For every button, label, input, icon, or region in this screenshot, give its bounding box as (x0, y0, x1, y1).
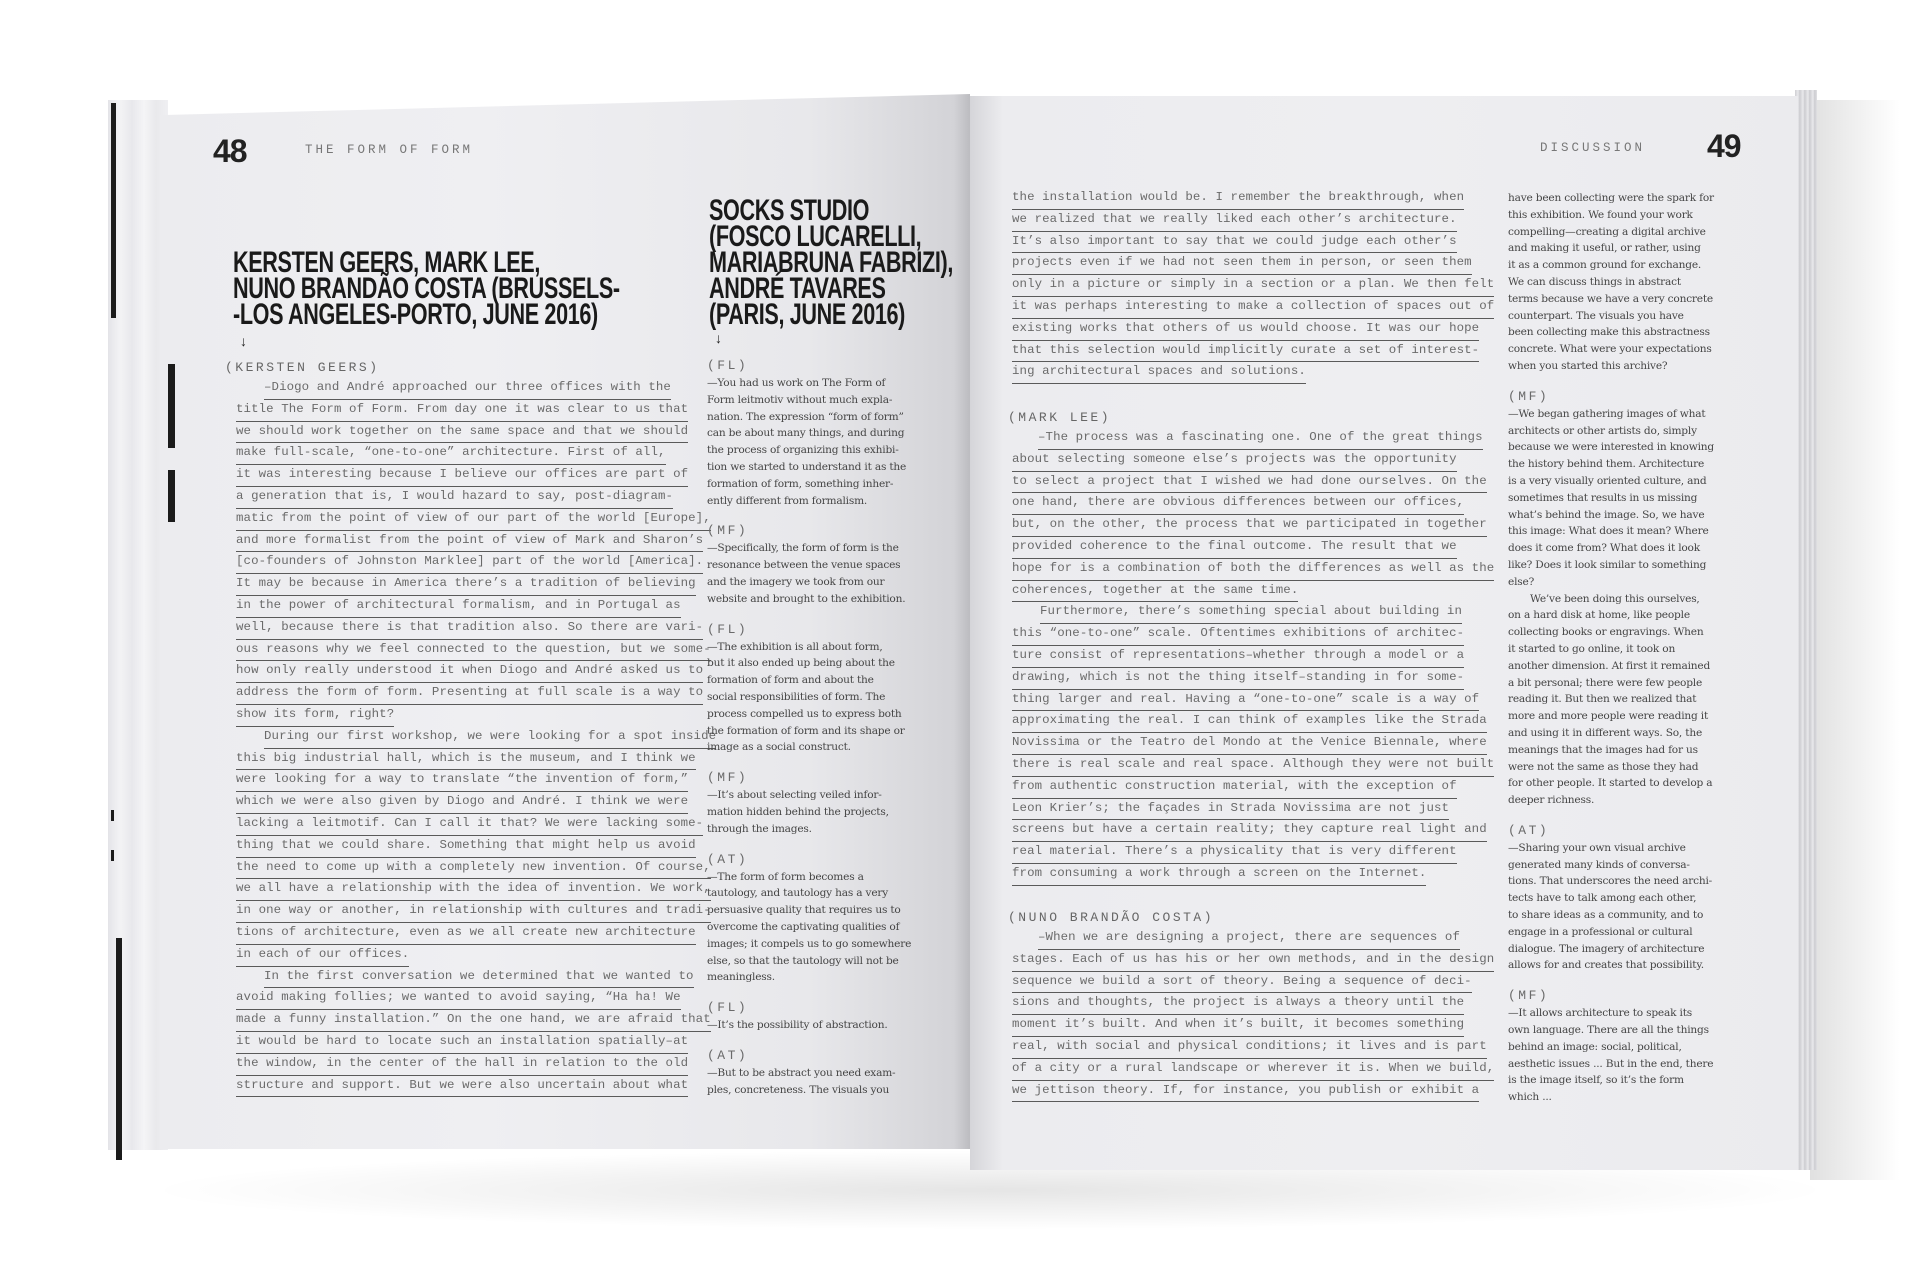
running-head-left: THE FORM OF FORM (305, 143, 474, 157)
running-head-right: DISCUSSION (1540, 141, 1646, 155)
text-line: how only really understood it when Diogo and André asked us to (236, 661, 703, 683)
left-main-column (236, 378, 716, 1097)
speaker-label: (NUNO BRANDÃO COSTA) (1008, 910, 1215, 925)
text-line: it would be hard to locate such an installation spatially–at (236, 1032, 688, 1054)
text-line: we jettison theory. If, for instance, you publish or exhibit a (1012, 1081, 1479, 1103)
speaker-label: (MARK LEE) (1008, 410, 1112, 425)
speaker-label: (MF) (1508, 388, 1550, 404)
exchange: (FL) —You had us work on The Form of Form leitmotiv without much expla- nation. The expression “form of form” can be about many things, and during the process of organizing this exhibi- tion we started to understand it as the formation of form, something inher- ently different from formalism. (707, 358, 937, 509)
edge-tab-mark (111, 103, 116, 318)
edge-tab-mark (116, 938, 122, 1160)
speaker-label: (KERSTEN GEERS) (225, 360, 380, 375)
text-line: ing architectural spaces and solutions. (1012, 362, 1306, 384)
arrow-down-icon: ↓ (715, 330, 722, 346)
text-line: avoid making follies; we wanted to avoid saying, “Ha ha! We (236, 988, 681, 1010)
page-number-left: 48 (213, 133, 247, 169)
text-line: address the form of form. Presenting at full scale is a way to (236, 683, 703, 705)
text-line: drawing, which is not the thing itself–standing in for some- (1012, 668, 1464, 690)
text-line: –The process was a fascinating one. One of the great things (1038, 428, 1483, 450)
text-line: real, with social and physical conditions; it lives and is part (1012, 1037, 1487, 1059)
text-line: a generation that is, I would hazard to say, post-diagram- (236, 487, 673, 509)
text-line: and more formalist from the point of view of Mark and Sharon’s (236, 531, 703, 553)
text-line: title The Form of Form. From day one it was clear to us that (236, 400, 688, 422)
edge-tick-mark (111, 810, 114, 821)
text-line: this “one-to-one” scale. Oftentimes exhibitions of architec- (1012, 624, 1464, 646)
exchange: (MF) —Specifically, the form of form is the resonance between the venue spaces and the imagery we took from our website and brought to the exhibition. (707, 523, 937, 607)
text-line: this big industrial hall, which is the museum, and I think we (236, 749, 696, 771)
text-line: in one way or another, in relationship with cultures and tradi- (236, 901, 711, 923)
nuno-text (1012, 928, 1494, 1102)
text-line: of a city or a rural landscape or wherever it is. When we build, (1012, 1059, 1494, 1081)
text-line: moment it’s built. And when it’s built, it becomes something (1012, 1015, 1464, 1037)
text-line: hope for is a combination of both the differences as well as the (1012, 559, 1494, 581)
text-line: thing larger and real. Having a “one-to-one” scale is a way of (1012, 690, 1479, 712)
left-side-column (707, 358, 937, 1113)
right-side-column (1508, 190, 1738, 1120)
text-line: the installation would be. I remember the breakthrough, when (1012, 188, 1464, 210)
text-line: It’s also important to say that we could judge each other’s (1012, 232, 1457, 254)
exchange: (AT) —But to be abstract you need exam- ples, concreteness. The visuals you (707, 1048, 937, 1099)
text-line: sequence we build a sort of theory. Being a sequence of deci- (1012, 972, 1472, 994)
exchange: (MF) —It allows architecture to speak its own language. There are all the things behind an image: social, political, aesthetic issues ... But in the end, there is the image itself, so it’s the form which ... (1508, 988, 1738, 1106)
text-line: we should work together on the same space and that we should (236, 422, 688, 444)
exchange: (AT) —The form of form becomes a tautology, and tautology has a very persuasive quality that requires us to overcome the captivating qualities of images; it compels us to go somewhere else, so that the tautology will not be meaningless. (707, 852, 937, 987)
text-line: ture consist of representations–whether through a model or a (1012, 646, 1464, 668)
speaker-label: (AT) (707, 1047, 749, 1063)
text-line: matic from the point of view of our part of the world [Europe], (236, 509, 711, 531)
text-line: structure and support. But we were also uncertain about what (236, 1076, 688, 1098)
text-line: existing works that others of us would choose. It was our hope (1012, 319, 1479, 341)
edge-tab-mark (168, 364, 175, 448)
text-line: in each of our offices. (236, 945, 409, 967)
text-line: provided coherence to the final outcome. The result that we (1012, 537, 1457, 559)
text-line: lacking a leitmotif. Can I call it that? We were lacking some- (236, 814, 703, 836)
article-heading: KERSTEN GEERS, MARK LEE, NUNO BRANDÃO COSTA (BRUSSELS- -LOS ANGELES-PORTO, JUNE 2016) (233, 246, 620, 331)
text-line: which we were also given by Diogo and André. I think we were (236, 792, 688, 814)
text-line: [co-founders of Johnston Marklee] part of the world [America]. (236, 552, 703, 574)
text-line: real material. There’s a physicality that is very different (1012, 842, 1457, 864)
exchange: (FL) —The exhibition is all about form, but it also ended up being about the formation of form and about the social responsibilities of form. The process compelled us to express both the formation of form and its shape or image as a social construct. (707, 622, 937, 757)
text-line: coherences, together at the same time. (1012, 581, 1298, 603)
text-line: Leon Krier’s; the façades in Strada Novissima are not just (1012, 799, 1449, 821)
speaker-label: (AT) (1508, 822, 1550, 838)
text-line: it was perhaps interesting to make a collection of spaces out of (1012, 297, 1494, 319)
text-line: about selecting someone else’s projects was the opportunity (1012, 450, 1457, 472)
book-shadow-right (1810, 100, 1900, 1180)
text-line: in the power of architectural formalism, and in Portugal as (236, 596, 681, 618)
speaker-label: (MF) (707, 770, 749, 786)
exchange: (MF) —It’s about selecting veiled infor- mation hidden behind the projects, through the images. (707, 770, 937, 837)
text-line: Novissima or the Teatro del Mondo at the Venice Biennale, where (1012, 733, 1487, 755)
text-line: the window, in the center of the hall in relation to the old (236, 1054, 688, 1076)
exchange: (FL) —It’s the possibility of abstraction. (707, 1000, 937, 1034)
text-line: but, on the other, the process that we participated in together (1012, 515, 1487, 537)
speaker-label: (FL) (707, 358, 749, 373)
text-line: that this selection would implicitly curate a set of interest- (1012, 341, 1479, 363)
text-line: only in a picture or simply in a section or a plan. We then felt (1012, 275, 1494, 297)
text-line: made a funny installation.” On the one hand, we are afraid that (236, 1010, 711, 1032)
text-line: sions and thoughts, the project is always a theory until the (1012, 993, 1464, 1015)
text-line: stages. Each of us has his or her own methods, and in the design (1012, 950, 1494, 972)
text-line: well, because there is that tradition also. So there are vari- (236, 618, 703, 640)
edge-tab-mark (168, 470, 175, 522)
text-line: During our first workshop, we were looking for a spot inside (264, 727, 716, 749)
speaker-label: (AT) (707, 851, 749, 867)
mark-lee-text (1012, 428, 1494, 886)
text-line: from consuming a work through a screen on the Internet. (1012, 864, 1426, 886)
text-line: projects even if we had not seen them in person, or seen them (1012, 253, 1472, 275)
text-line: to select a project that I wished we had done ourselves. On the (1012, 472, 1487, 494)
text-line: ous reasons why we feel connected to the question, but we some- (236, 640, 711, 662)
speaker-label: (MF) (707, 523, 749, 539)
text-line: it was interesting because I believe our offices are part of (236, 465, 688, 487)
text-line: we realized that we really liked each other’s architecture. (1012, 210, 1457, 232)
edge-tick-mark (111, 850, 114, 861)
speaker-label: (FL) (707, 621, 749, 637)
text-line: Furthermore, there’s something special about building in (1040, 602, 1462, 624)
text-line: In the first conversation we determined that we wanted to (264, 967, 694, 989)
speaker-label: (FL) (707, 1000, 749, 1016)
text-line: the need to come up with a completely new invention. Of course, (236, 858, 711, 880)
right-page-edge-stack (1795, 90, 1817, 1170)
page-number-right: 49 (1707, 128, 1741, 164)
text-line: –When we are designing a project, there are sequences of (1038, 928, 1460, 950)
arrow-down-icon: ↓ (240, 333, 247, 349)
text-line: there is real scale and real space. Although they were not built (1012, 755, 1494, 777)
text-line: thing that we could share. Something that might help us avoid (236, 836, 696, 858)
text-line: It may be because in America there’s a tradition of believing (236, 574, 696, 596)
text-line: one hand, there are obvious differences between our offices, (1012, 493, 1464, 515)
text-line: were looking for a way to translate “the invention of form,” (236, 770, 688, 792)
text-line: –Diogo and André approached our three offices with the (264, 378, 671, 400)
exchange: (MF) —We began gathering images of what architects or other artists do, simply because we were interested in knowing the history behind them. Architecture is a very visually oriented culture, and sometimes that results in us missing what’s behind the image. So, we have this image: What does it mean? Where does it come from? What does it look like? Does it look similar to something else? We’ve been doing this ourselves, on a hard disk at home, like people collecting books or engravings. When it started to go online, it took on another dimension. At first it remained a bit personal; there were few people reading it. But then we realized that more and more people were reading it and using it in different ways. So, the meanings that the images had for us were not the same as those they had for other people. It started to develop a deeper richness. (1508, 389, 1738, 809)
text-line: tions of architecture, even as we all create new architecture (236, 923, 696, 945)
text-line: show its form, right? (236, 705, 394, 727)
side-heading-socks-studio: SOCKS STUDIO (FOSCO LUCARELLI, MARIABRUNA FABRIZI), ANDRÉ TAVARES (PARIS, JUNE 2016) (709, 194, 953, 331)
text-line: from authentic construction material, with the exception of (1012, 777, 1457, 799)
right-main-column-top (1012, 188, 1494, 384)
text-line: make full-scale, “one-to-one” architecture. First of all, (236, 443, 666, 465)
text-line: screens but have a certain reality; they capture real light and (1012, 820, 1487, 842)
text-line: approximating the real. I can think of examples like the Strada (1012, 711, 1487, 733)
exchange: (AT) —Sharing your own visual archive generated many kinds of conversa- tions. That underscores the need archi- tects have to talk among each other, to share ideas as a community, and to engage in a professional or cultural dialogue. The imagery of architecture allows for and creates that possibility. (1508, 823, 1738, 974)
exchange-continuation: have been collecting were the spark for this exhibition. We found your work compelling—creating a digital archive and making it useful, or rather, using it as a common ground for exchange. We can discuss things in abstract terms because we have a very concrete counterpart. The visuals you have been collecting make this abstractness concrete. What were your expectations when you started this archive? (1508, 192, 1714, 372)
speaker-label: (MF) (1508, 988, 1550, 1004)
text-line: we all have a relationship with the idea of invention. We work, (236, 879, 711, 901)
